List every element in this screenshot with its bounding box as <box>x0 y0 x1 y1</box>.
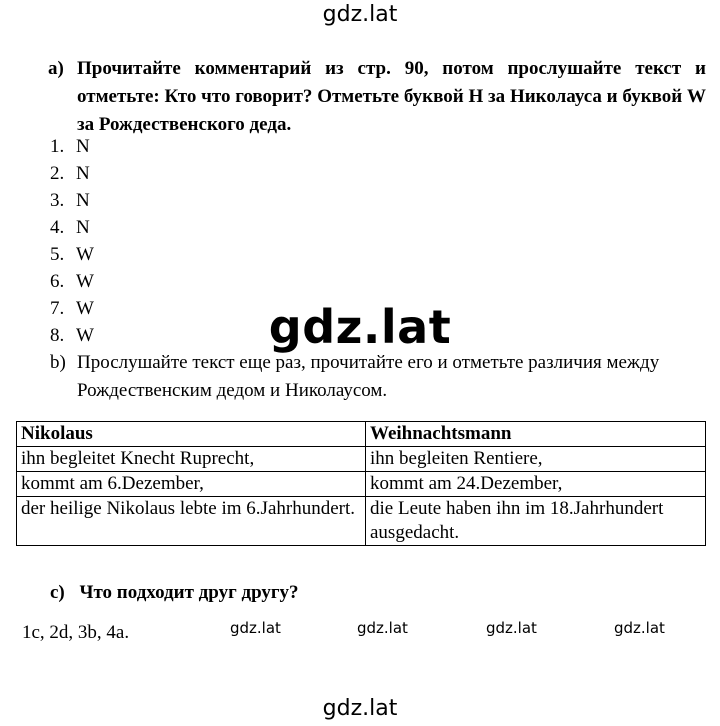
watermark-top: gdz.lat <box>322 2 398 27</box>
watermark-bottom: gdz.lat <box>322 696 398 721</box>
table-cell: ihn begleitet Knecht Ruprecht, <box>17 447 366 472</box>
answer-number: 5. <box>50 244 65 265</box>
header-nikolaus: Nikolaus <box>17 422 366 447</box>
answer-value: W <box>76 271 94 292</box>
answer-value: W <box>76 325 94 346</box>
list-item <box>50 241 94 268</box>
answer-value: N <box>76 190 90 211</box>
table-header-row <box>17 422 706 447</box>
task-c-marker: c) <box>50 582 65 603</box>
answer-number: 6. <box>50 271 65 292</box>
list-item <box>50 268 94 295</box>
table-cell: der heilige Nikolaus lebte im 6.Jahrhundert. <box>17 497 366 546</box>
answer-number: 1. <box>50 136 65 157</box>
answer-value: W <box>76 298 94 319</box>
header-weihnachtsmann: Weihnachtsmann <box>366 422 706 447</box>
watermark-small: gdz.lat <box>614 619 665 637</box>
answer-value: N <box>76 217 90 238</box>
task-c-instruction: Что подходит друг другу? <box>79 582 299 603</box>
task-b <box>50 349 706 405</box>
list-item <box>50 214 94 241</box>
watermark-center: gdz.lat <box>268 300 452 354</box>
list-item <box>50 160 94 187</box>
table-row <box>17 497 706 546</box>
task-c-answer: 1c, 2d, 3b, 4a. <box>22 622 130 643</box>
list-item <box>50 133 94 160</box>
task-a-instruction: Прочитайте комментарий из стр. 90, потом прослушайте текст и отметьте: Кто что говорит? Отметьте буквой Н за Николауса и буквой W за Рождественского деда. <box>77 58 706 135</box>
task-a <box>48 55 706 139</box>
task-b-marker: b) <box>50 352 66 373</box>
answer-number: 3. <box>50 190 65 211</box>
answer-value: W <box>76 244 94 265</box>
task-c <box>50 579 299 607</box>
table-row <box>17 472 706 497</box>
watermark-small: gdz.lat <box>230 619 281 637</box>
answer-number: 7. <box>50 298 65 319</box>
task-a-marker: а) <box>48 58 64 79</box>
answer-number: 2. <box>50 163 65 184</box>
table-cell: die Leute haben ihn im 18.Jahrhundert ausgedacht. <box>366 497 706 546</box>
list-item <box>50 187 94 214</box>
table-cell: kommt am 24.Dezember, <box>366 472 706 497</box>
table-row <box>17 447 706 472</box>
answer-value: N <box>76 136 90 157</box>
answer-number: 8. <box>50 325 65 346</box>
answer-value: N <box>76 163 90 184</box>
answer-number: 4. <box>50 217 65 238</box>
table-cell: kommt am 6.Dezember, <box>17 472 366 497</box>
comparison-table <box>16 421 706 546</box>
watermark-small: gdz.lat <box>357 619 408 637</box>
task-b-instruction: Прослушайте текст еще раз, прочитайте его и отметьте различия между Рождественским дедом и Николаусом. <box>77 352 660 401</box>
table-cell: ihn begleiten Rentiere, <box>366 447 706 472</box>
watermark-small: gdz.lat <box>486 619 537 637</box>
